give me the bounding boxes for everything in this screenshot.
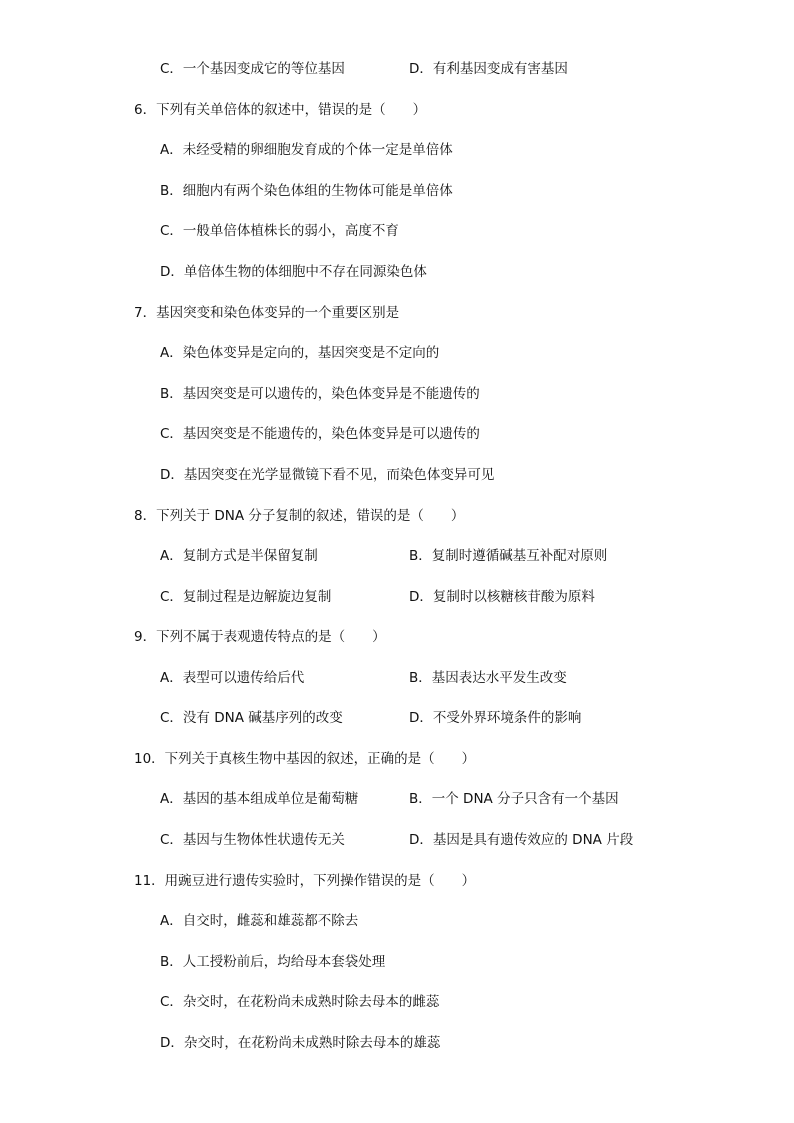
question-10: 10．下列关于真核生物中基因的叙述，正确的是（ ） <box>134 751 476 767</box>
question-7: 7．基因突变和染色体变异的一个重要区别是 <box>134 305 400 321</box>
q8-option-a: A．复制方式是半保留复制 <box>160 548 318 564</box>
q6-option-a: A．未经受精的卵细胞发育成的个体一定是单倍体 <box>160 142 453 158</box>
q5-option-c: C．一个基因变成它的等位基因 <box>160 61 345 77</box>
q10-option-a: A．基因的基本组成单位是葡萄糖 <box>160 791 359 807</box>
q6-option-c: C．一般单倍体植株长的弱小，高度不育 <box>160 223 399 239</box>
question-11: 11．用豌豆进行遗传实验时，下列操作错误的是（ ） <box>134 873 476 889</box>
q7-option-a: A．染色体变异是定向的，基因突变是不定向的 <box>160 345 440 361</box>
q5-option-d: D．有利基因变成有害基因 <box>409 61 568 77</box>
q10-option-c: C．基因与生物体性状遗传无关 <box>160 832 345 848</box>
q11-option-a: A．自交时，雌蕊和雄蕊都不除去 <box>160 913 359 929</box>
q10-option-b: B．一个 DNA 分子只含有一个基因 <box>409 791 619 807</box>
question-6: 6．下列有关单倍体的叙述中，错误的是（ ） <box>134 102 427 118</box>
q9-option-c: C．没有 DNA 碱基序列的改变 <box>160 710 343 726</box>
q10-option-d: D．基因是具有遗传效应的 DNA 片段 <box>409 832 634 848</box>
q7-option-b: B．基因突变是可以遗传的，染色体变异是不能遗传的 <box>160 386 480 402</box>
q9-option-d: D．不受外界环境条件的影响 <box>409 710 582 726</box>
q11-option-c: C．杂交时，在花粉尚未成熟时除去母本的雌蕊 <box>160 994 440 1010</box>
q11-option-b: B．人工授粉前后，均给母本套袋处理 <box>160 954 386 970</box>
q7-option-c: C．基因突变是不能遗传的，染色体变异是可以遗传的 <box>160 426 480 442</box>
question-9: 9．下列不属于表观遗传特点的是（ ） <box>134 629 386 645</box>
q8-option-c: C．复制过程是边解旋边复制 <box>160 589 332 605</box>
q8-option-d: D．复制时以核糖核苷酸为原料 <box>409 589 595 605</box>
q7-option-d: D．基因突变在光学显微镜下看不见，而染色体变异可见 <box>160 467 495 483</box>
q9-option-b: B．基因表达水平发生改变 <box>409 670 567 686</box>
question-8: 8．下列关于 DNA 分子复制的叙述，错误的是（ ） <box>134 508 465 524</box>
q6-option-b: B．细胞内有两个染色体组的生物体可能是单倍体 <box>160 183 453 199</box>
q6-option-d: D．单倍体生物的体细胞中不存在同源染色体 <box>160 264 427 280</box>
q11-option-d: D．杂交时，在花粉尚未成熟时除去母本的雄蕊 <box>160 1035 441 1051</box>
q8-option-b: B．复制时遵循碱基互补配对原则 <box>409 548 608 564</box>
q9-option-a: A．表型可以遗传给后代 <box>160 670 305 686</box>
